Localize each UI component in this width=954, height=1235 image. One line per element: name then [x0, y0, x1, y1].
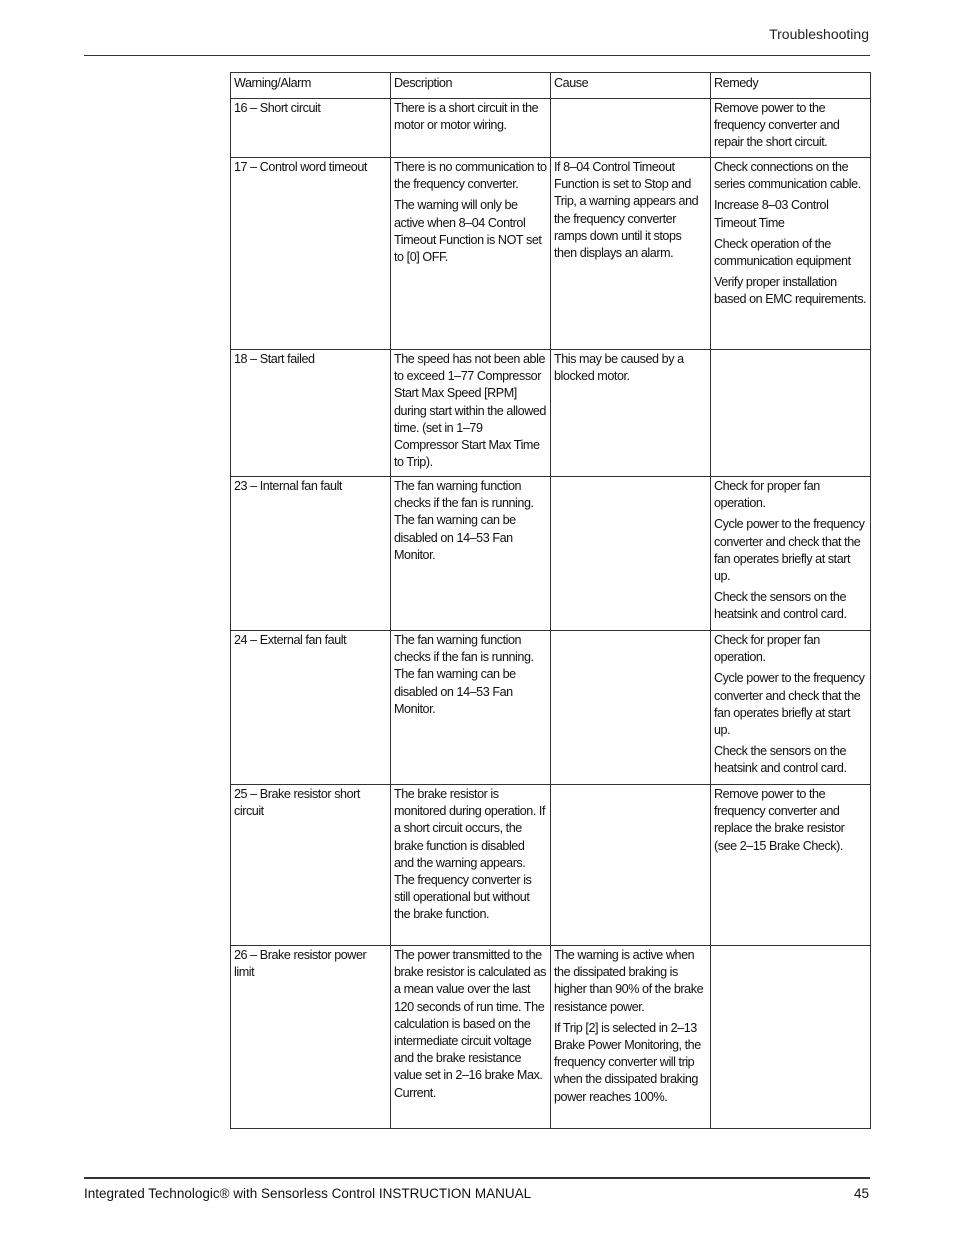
remedy-cell — [711, 158, 871, 350]
remedy-text: Cycle power to the frequency converter and check that the fan operates briefly at start up. — [714, 671, 865, 738]
description-cell — [391, 946, 551, 1129]
warning-cell: 16 – Short circuit — [231, 99, 391, 158]
table-row — [231, 350, 871, 477]
remedy-text: Verify proper installation based on EMC requirements. — [714, 275, 867, 307]
table-row — [231, 785, 871, 946]
cause-cell — [551, 99, 711, 158]
column-header-remedy: Remedy — [711, 73, 871, 99]
description-text: The warning will only be active when 8–04 Control Timeout Function is NOT set to [0] OFF. — [394, 198, 542, 265]
cause-text: This may be caused by a blocked motor. — [554, 352, 684, 384]
table-header-row — [231, 73, 871, 99]
warning-cell: 25 – Brake resistor short circuit — [231, 785, 391, 946]
cause-cell — [551, 946, 711, 1129]
description-text: There is no communication to the frequency converter. — [394, 160, 547, 192]
description-text: The fan warning function checks if the fan is running. The fan warning can be disabled on 14–53 Fan Monitor. — [394, 633, 534, 716]
cause-cell — [551, 158, 711, 350]
remedy-text: Check for proper fan operation. — [714, 479, 820, 511]
cause-cell — [551, 477, 711, 631]
description-text: The brake resistor is monitored during operation. If a short circuit occurs, the brake function is disabled and the warning appears. The frequency converter is still operational but without the brake function. — [394, 787, 546, 922]
remedy-text: Check operation of the communication equipment — [714, 236, 851, 269]
table-row — [231, 158, 871, 350]
warning-cell: 26 – Brake resistor power limit — [231, 946, 391, 1129]
remedy-text: Check for proper fan operation. — [714, 633, 820, 665]
remedy-cell — [711, 477, 871, 631]
description-cell — [391, 477, 551, 631]
remedy-text: Check connections on the series communication cable. — [714, 160, 861, 192]
warning-cell: 24 – External fan fault — [231, 631, 391, 785]
remedy-text: Increase 8–03 Control Timeout Time — [714, 198, 829, 230]
remedy-cell — [711, 99, 871, 158]
table-row — [231, 946, 871, 1129]
remedy-text: Check the sensors on the heatsink and control card. — [714, 590, 847, 622]
cause-text: The warning is active when the dissipated braking is higher than 90% of the brake resistance power. — [554, 948, 704, 1014]
cause-cell — [551, 631, 711, 785]
description-text: The power transmitted to the brake resistor is calculated as a mean value over the last 120 seconds of run time. The calculation is based on the intermediate circuit voltage and the brake resistance value set in 2–16 brake Max. Current. — [394, 948, 546, 1100]
description-cell — [391, 785, 551, 946]
cause-text: If 8–04 Control Timeout Function is set to Stop and Trip, a warning appears and the frequency converter ramps down until it stops then displays an alarm. — [554, 160, 699, 261]
page-number: 45 — [853, 1186, 869, 1201]
column-header-description: Description — [391, 73, 551, 99]
description-text: There is a short circuit in the motor or motor wiring. — [394, 101, 539, 133]
remedy-text: Check the sensors on the heatsink and control card. — [714, 744, 847, 776]
section-title: Troubleshooting — [769, 26, 869, 42]
remedy-cell — [711, 631, 871, 785]
remedy-cell — [711, 350, 871, 477]
description-cell — [391, 99, 551, 158]
column-header-warning: Warning/Alarm — [231, 73, 391, 99]
table-row — [231, 99, 871, 158]
remedy-text: Remove power to the frequency converter and repair the short circuit. — [714, 101, 840, 150]
cause-cell — [551, 785, 711, 946]
warning-cell: 17 – Control word timeout — [231, 158, 391, 350]
description-cell — [391, 631, 551, 785]
remedy-cell — [711, 946, 871, 1129]
table-row — [231, 477, 871, 631]
cause-text: If Trip [2] is selected in 2–13 Brake Power Monitoring, the frequency converter will trip when the dissipated braking power reaches 100%. — [554, 1020, 701, 1104]
description-text: The speed has not been able to exceed 1–77 Compressor Start Max Speed [RPM] during start within the allowed time. (set in 1–79 Compressor Start Max Time to Trip). — [394, 352, 546, 470]
remedy-text: Remove power to the frequency converter and replace the brake resistor (see 2–15 Brake Check). — [714, 787, 845, 853]
cause-cell — [551, 350, 711, 477]
column-header-cause: Cause — [551, 73, 711, 99]
description-text: The fan warning function checks if the fan is running. The fan warning can be disabled on 14–53 Fan Monitor. — [394, 479, 534, 562]
header-rule — [84, 55, 870, 56]
table-body — [231, 99, 871, 1129]
description-cell — [391, 158, 551, 350]
warning-cell: 23 – Internal fan fault — [231, 477, 391, 631]
footer-manual-title: Integrated Technologic® with Sensorless Control INSTRUCTION MANUAL — [84, 1186, 532, 1201]
remedy-cell — [711, 785, 871, 946]
troubleshooting-table — [230, 72, 871, 1129]
warning-cell: 18 – Start failed — [231, 350, 391, 477]
footer-rule — [84, 1177, 870, 1179]
remedy-text: Cycle power to the frequency converter and check that the fan operates briefly at start up. — [714, 517, 865, 584]
description-cell — [391, 350, 551, 477]
table-row — [231, 631, 871, 785]
